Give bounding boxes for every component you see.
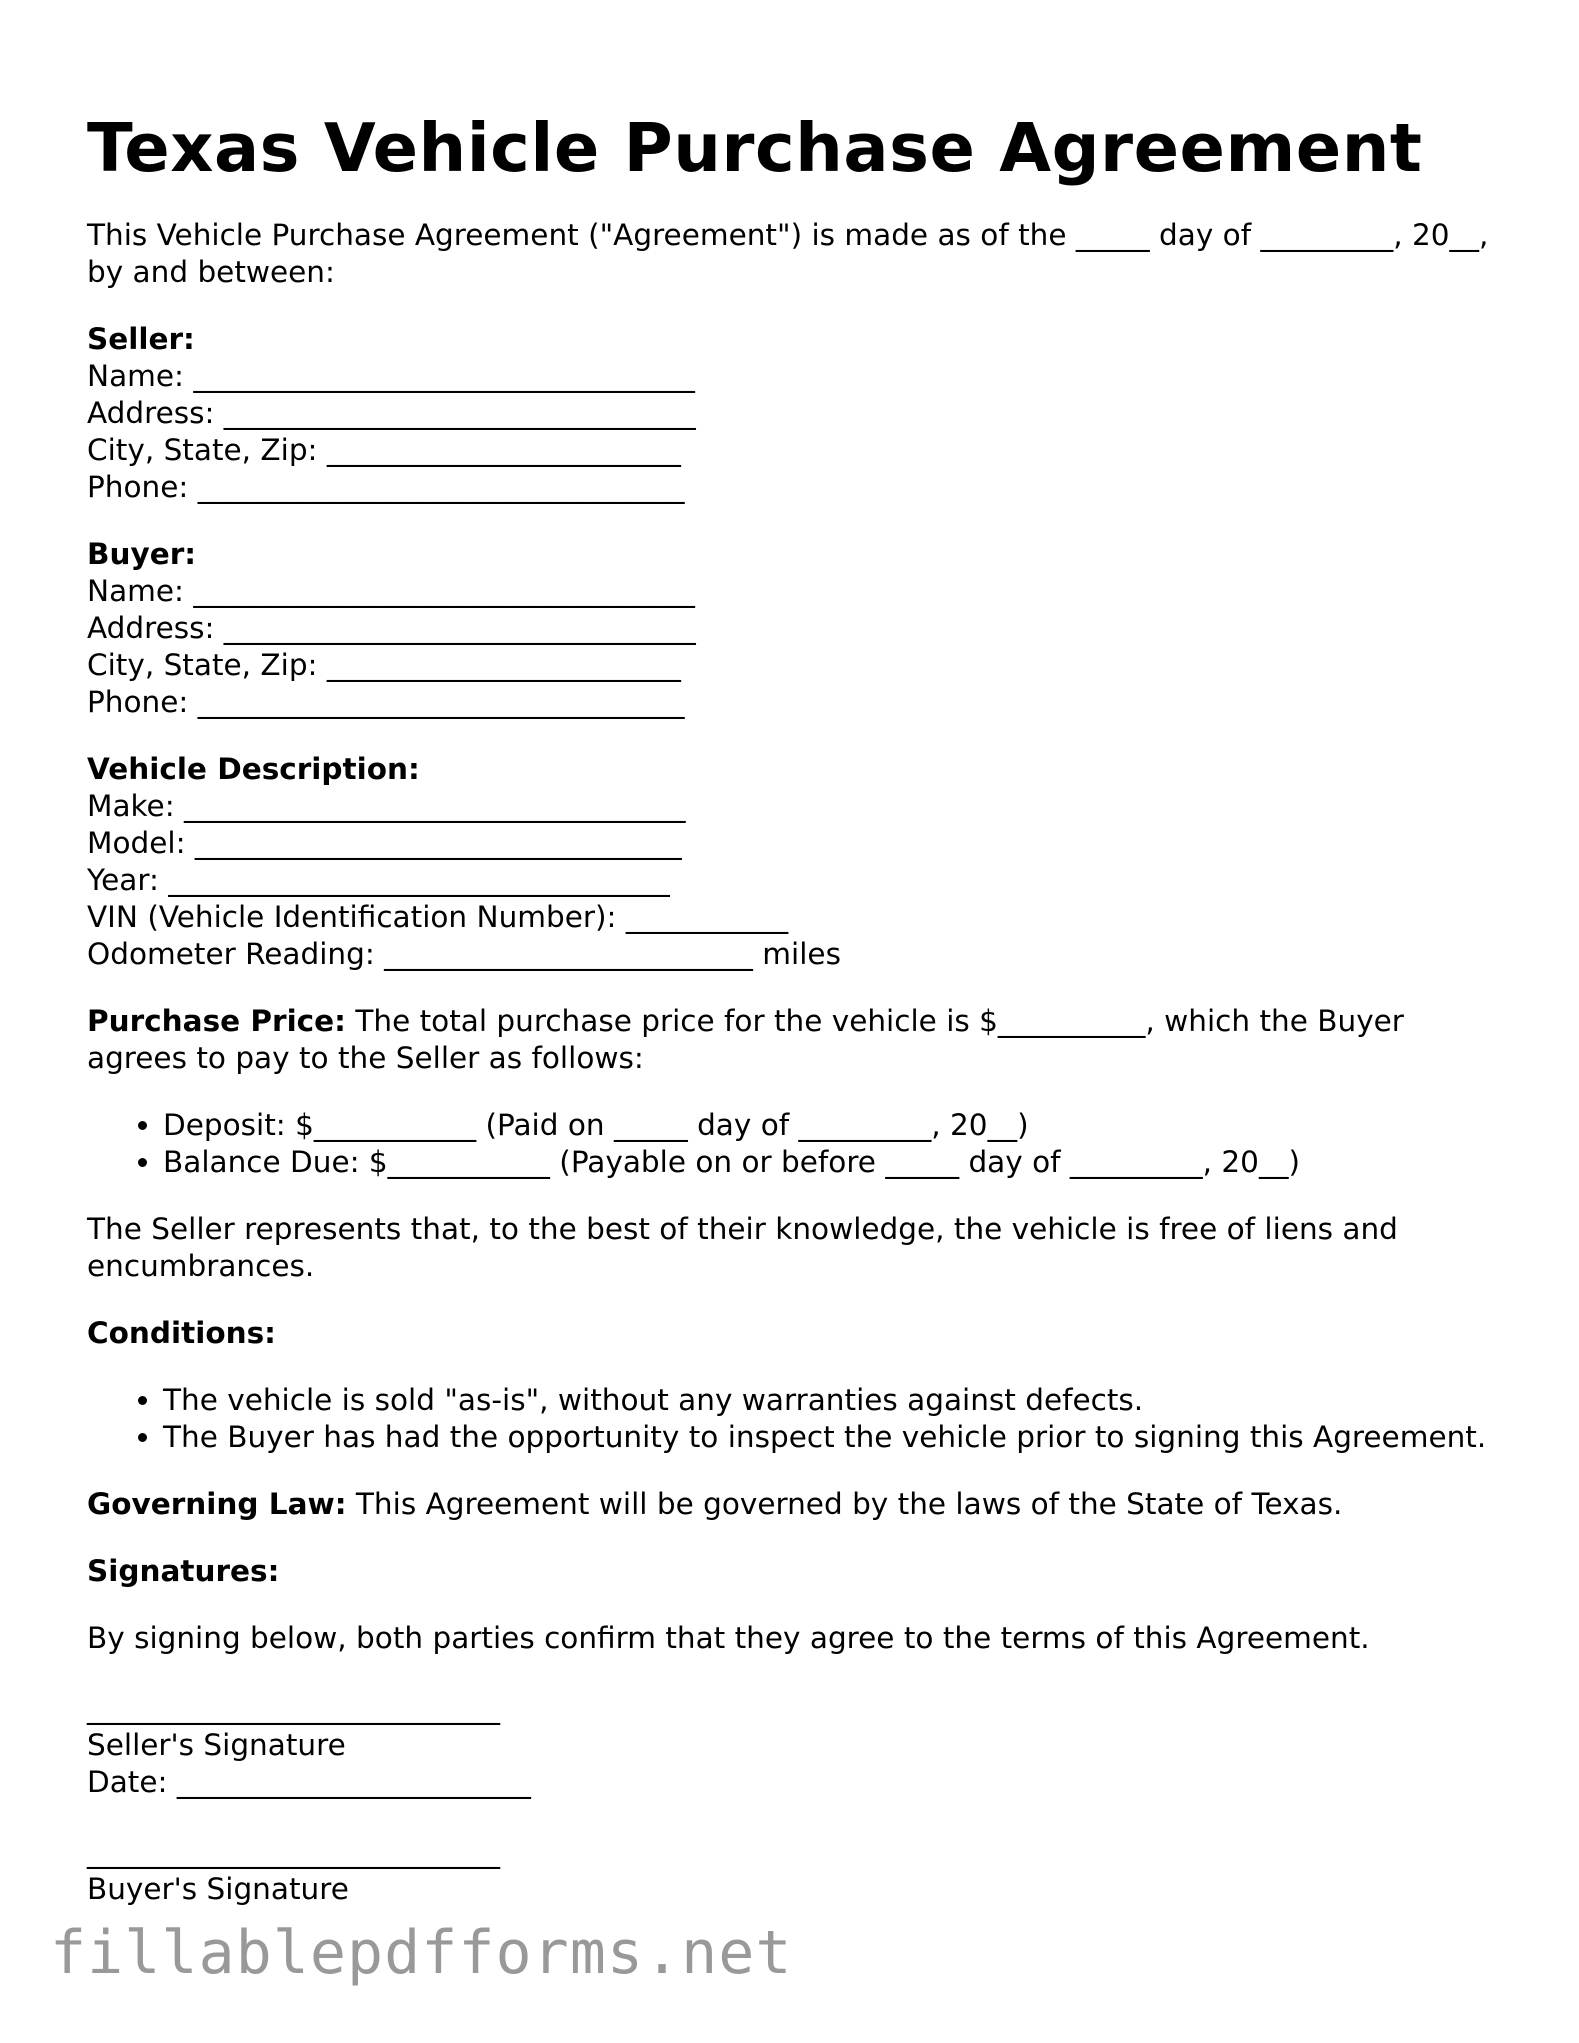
seller-date-field[interactable]: Date: ________________________	[87, 1765, 531, 1799]
intro-paragraph: This Vehicle Purchase Agreement ("Agreement") is made as of the _____ day of _________, 20__, by and between:	[87, 218, 1489, 289]
seller-signature-label: Seller's Signature	[87, 1728, 346, 1762]
conditions-list	[87, 1382, 1507, 1456]
purchase-price-text: The total purchase price for the vehicle is $__________, which the Buyer agrees to pay to the Seller as follows:	[87, 1004, 1404, 1075]
purchase-price-heading: Purchase Price:	[87, 1004, 346, 1038]
seller-signature-block	[87, 1690, 1507, 1801]
signatures-heading-paragraph	[87, 1553, 1507, 1590]
buyer-heading: Buyer:	[87, 537, 197, 571]
buyer-signature-line[interactable]: ____________________________	[87, 1835, 500, 1869]
vehicle-vin-field[interactable]: VIN (Vehicle Identification Number): ___________	[87, 900, 789, 934]
buyer-name-field[interactable]: Name: __________________________________	[87, 574, 695, 608]
watermark: fillablepdfforms.net	[50, 1918, 793, 1988]
governing-law-paragraph	[87, 1486, 1507, 1523]
vehicle-make-field[interactable]: Make: __________________________________	[87, 789, 686, 823]
signatures-text: By signing below, both parties confirm that they agree to the terms of this Agreement.	[87, 1621, 1370, 1655]
seller-city-field[interactable]: City, State, Zip: ________________________	[87, 433, 681, 467]
list-item: • Deposit: $___________ (Paid on _____ day of _________, 20__)	[163, 1107, 1507, 1144]
buyer-signature-block	[87, 1834, 1507, 1908]
seller-address-field[interactable]: Address: ________________________________	[87, 396, 696, 430]
buyer-section	[87, 536, 1507, 721]
buyer-city-field[interactable]: City, State, Zip: ________________________	[87, 648, 681, 682]
vehicle-model-field[interactable]: Model: _________________________________	[87, 826, 682, 860]
document-page	[87, 108, 1507, 1938]
seller-section	[87, 321, 1507, 506]
buyer-address-field[interactable]: Address: ________________________________	[87, 611, 696, 645]
signatures-heading: Signatures:	[87, 1554, 280, 1588]
governing-law-text: This Agreement will be governed by the laws of the State of Texas.	[346, 1487, 1343, 1521]
seller-signature-line[interactable]: ____________________________	[87, 1691, 500, 1725]
seller-phone-field[interactable]: Phone: _________________________________	[87, 470, 685, 504]
purchase-price-paragraph	[87, 1003, 1507, 1077]
document-title: Texas Vehicle Purchase Agreement	[87, 109, 1423, 187]
vehicle-heading: Vehicle Description:	[87, 752, 420, 786]
conditions-heading: Conditions:	[87, 1316, 276, 1350]
governing-law-heading: Governing Law:	[87, 1487, 347, 1521]
seller-name-field[interactable]: Name: __________________________________	[87, 359, 695, 393]
list-item: • The vehicle is sold "as-is", without any warranties against defects.	[163, 1382, 1507, 1419]
list-item: • Balance Due: $___________ (Payable on or before _____ day of _________, 20__)	[163, 1144, 1507, 1181]
buyer-phone-field[interactable]: Phone: _________________________________	[87, 685, 685, 719]
vehicle-year-field[interactable]: Year: __________________________________	[87, 863, 670, 897]
payment-list	[87, 1107, 1507, 1181]
vehicle-section	[87, 751, 1507, 973]
list-item: • The Buyer has had the opportunity to inspect the vehicle prior to signing this Agreement.	[163, 1419, 1507, 1456]
liens-paragraph: The Seller represents that, to the best of their knowledge, the vehicle is free of liens and encumbrances.	[87, 1212, 1398, 1283]
conditions-heading-paragraph	[87, 1315, 1507, 1352]
buyer-signature-label: Buyer's Signature	[87, 1872, 349, 1906]
vehicle-odometer-field[interactable]: Odometer Reading: _________________________ miles	[87, 937, 841, 971]
seller-heading: Seller:	[87, 322, 195, 356]
